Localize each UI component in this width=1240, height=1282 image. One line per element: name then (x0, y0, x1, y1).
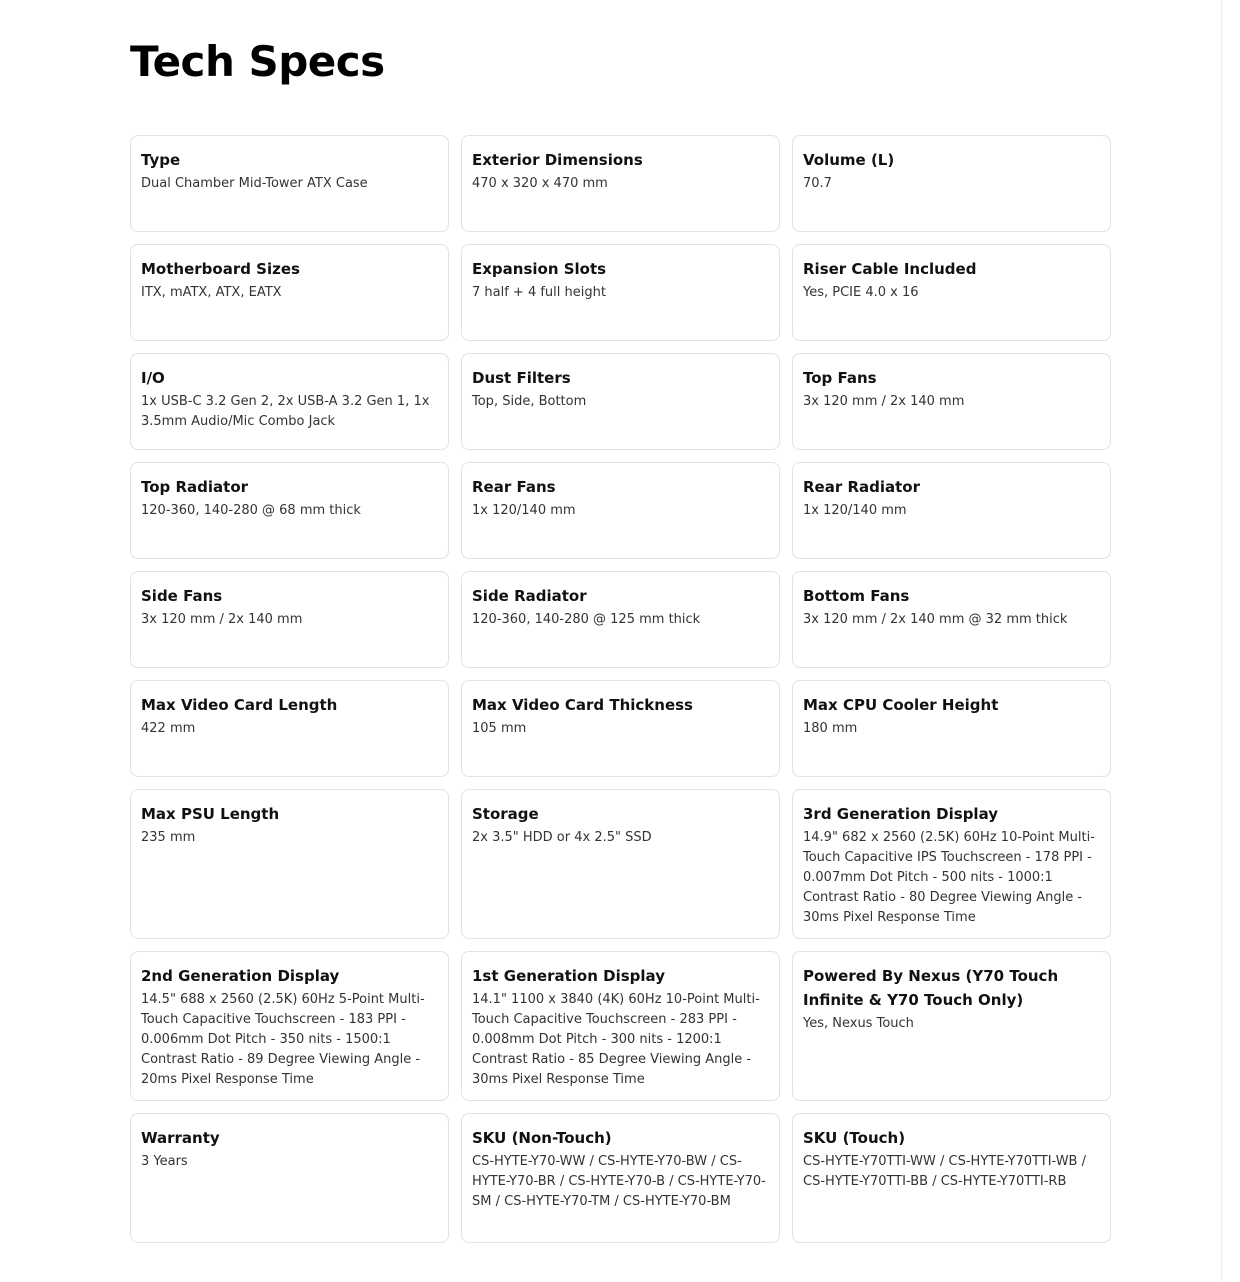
spec-value: 105 mm (472, 721, 527, 736)
spec-card (792, 353, 1111, 450)
spec-card (792, 680, 1111, 777)
page-title: Tech Specs (130, 37, 385, 86)
spec-label: Type (141, 151, 181, 169)
spec-value: 422 mm (141, 721, 196, 736)
spec-card (792, 1113, 1111, 1243)
spec-value: 3x 120 mm / 2x 140 mm (141, 612, 303, 627)
spec-value: 180 mm (803, 721, 858, 736)
spec-card (461, 244, 780, 341)
spec-label: Powered By Nexus (Y70 Touch Infinite & Y70 Touch Only) (803, 967, 1059, 1009)
spec-label: Bottom Fans (803, 587, 910, 605)
spec-value: 1x 120/140 mm (472, 503, 576, 518)
spec-card (461, 789, 780, 939)
spec-value: 120-360, 140-280 @ 68 mm thick (141, 503, 361, 518)
spec-value: 3x 120 mm / 2x 140 mm (803, 394, 965, 409)
spec-value: CS-HYTE-Y70TTI-WW / CS-HYTE-Y70TTI-WB / CS-HYTE-Y70TTI-BB / CS-HYTE-Y70TTI-RB (803, 1154, 1086, 1189)
spec-card (792, 135, 1111, 232)
spec-value: 235 mm (141, 830, 196, 845)
spec-label: Rear Radiator (803, 478, 921, 496)
spec-label: Riser Cable Included (803, 260, 977, 278)
spec-card (461, 1113, 780, 1243)
spec-card (130, 244, 449, 341)
spec-card (792, 951, 1111, 1101)
spec-card (461, 680, 780, 777)
spec-card (130, 680, 449, 777)
spec-card (792, 244, 1111, 341)
spec-label: SKU (Non-Touch) (472, 1129, 612, 1147)
spec-value: 1x 120/140 mm (803, 503, 907, 518)
spec-card (461, 951, 780, 1101)
spec-value: 70.7 (803, 176, 832, 191)
spec-value: 3x 120 mm / 2x 140 mm @ 32 mm thick (803, 612, 1068, 627)
spec-card (792, 789, 1111, 939)
spec-card (130, 135, 449, 232)
spec-grid (130, 135, 1111, 1243)
spec-value: 3 Years (141, 1154, 188, 1169)
spec-value: 14.5" 688 x 2560 (2.5K) 60Hz 5-Point Multi-Touch Capacitive Touchscreen - 183 PPI - 0.006mm Dot Pitch - 350 nits - 1500:1 Contrast Ratio - 89 Degree Viewing Angle - 20ms Pixel Response Time (141, 992, 425, 1087)
spec-card (130, 571, 449, 668)
spec-card (461, 353, 780, 450)
spec-label: Dust Filters (472, 369, 571, 387)
spec-label: Side Radiator (472, 587, 587, 605)
spec-label: Top Fans (803, 369, 877, 387)
spec-label: Max PSU Length (141, 805, 280, 823)
spec-value: Dual Chamber Mid-Tower ATX Case (141, 176, 368, 191)
spec-value: Yes, PCIE 4.0 x 16 (803, 285, 919, 300)
spec-value: CS-HYTE-Y70-WW / CS-HYTE-Y70-BW / CS-HYTE-Y70-BR / CS-HYTE-Y70-B / CS-HYTE-Y70-SM / CS-HYTE-Y70-TM / CS-HYTE-Y70-BM (472, 1154, 766, 1209)
spec-value: 1x USB-C 3.2 Gen 2, 2x USB-A 3.2 Gen 1, 1x 3.5mm Audio/Mic Combo Jack (141, 394, 430, 429)
spec-label: Warranty (141, 1129, 220, 1147)
spec-value: 120-360, 140-280 @ 125 mm thick (472, 612, 701, 627)
spec-card (461, 135, 780, 232)
page-right-divider (1221, 0, 1222, 1282)
spec-card (461, 571, 780, 668)
spec-label: 3rd Generation Display (803, 805, 999, 823)
spec-value: 2x 3.5" HDD or 4x 2.5" SSD (472, 830, 652, 845)
spec-card (792, 462, 1111, 559)
spec-card (130, 951, 449, 1101)
spec-value: 14.1" 1100 x 3840 (4K) 60Hz 10-Point Multi-Touch Capacitive Touchscreen - 283 PPI - 0.008mm Dot Pitch - 300 nits - 1200:1 Contrast Ratio - 85 Degree Viewing Angle - 30ms Pixel Response Time (472, 992, 760, 1087)
spec-label: Motherboard Sizes (141, 260, 300, 278)
spec-card (461, 462, 780, 559)
spec-label: Max Video Card Thickness (472, 696, 693, 714)
spec-value: 14.9" 682 x 2560 (2.5K) 60Hz 10-Point Multi-Touch Capacitive IPS Touchscreen - 178 PPI - 0.007mm Dot Pitch - 500 nits - 1000:1 Contrast Ratio - 80 Degree Viewing Angle - 30ms Pixel Response Time (803, 830, 1095, 925)
spec-label: Max Video Card Length (141, 696, 338, 714)
spec-card (130, 353, 449, 450)
spec-value: 7 half + 4 full height (472, 285, 606, 300)
spec-card (130, 462, 449, 559)
spec-label: Rear Fans (472, 478, 556, 496)
spec-card (130, 1113, 449, 1243)
spec-card (130, 789, 449, 939)
spec-label: 1st Generation Display (472, 967, 665, 985)
spec-label: Exterior Dimensions (472, 151, 643, 169)
spec-label: Max CPU Cooler Height (803, 696, 999, 714)
spec-card (792, 571, 1111, 668)
spec-value: ITX, mATX, ATX, EATX (141, 285, 282, 300)
spec-value: Top, Side, Bottom (472, 394, 587, 409)
spec-label: SKU (Touch) (803, 1129, 906, 1147)
spec-label: Expansion Slots (472, 260, 607, 278)
spec-label: 2nd Generation Display (141, 967, 340, 985)
spec-value: Yes, Nexus Touch (803, 1016, 914, 1031)
spec-label: Top Radiator (141, 478, 249, 496)
spec-label: I/O (141, 369, 165, 387)
spec-label: Side Fans (141, 587, 223, 605)
spec-value: 470 x 320 x 470 mm (472, 176, 608, 191)
spec-label: Storage (472, 805, 539, 823)
spec-label: Volume (L) (803, 151, 895, 169)
